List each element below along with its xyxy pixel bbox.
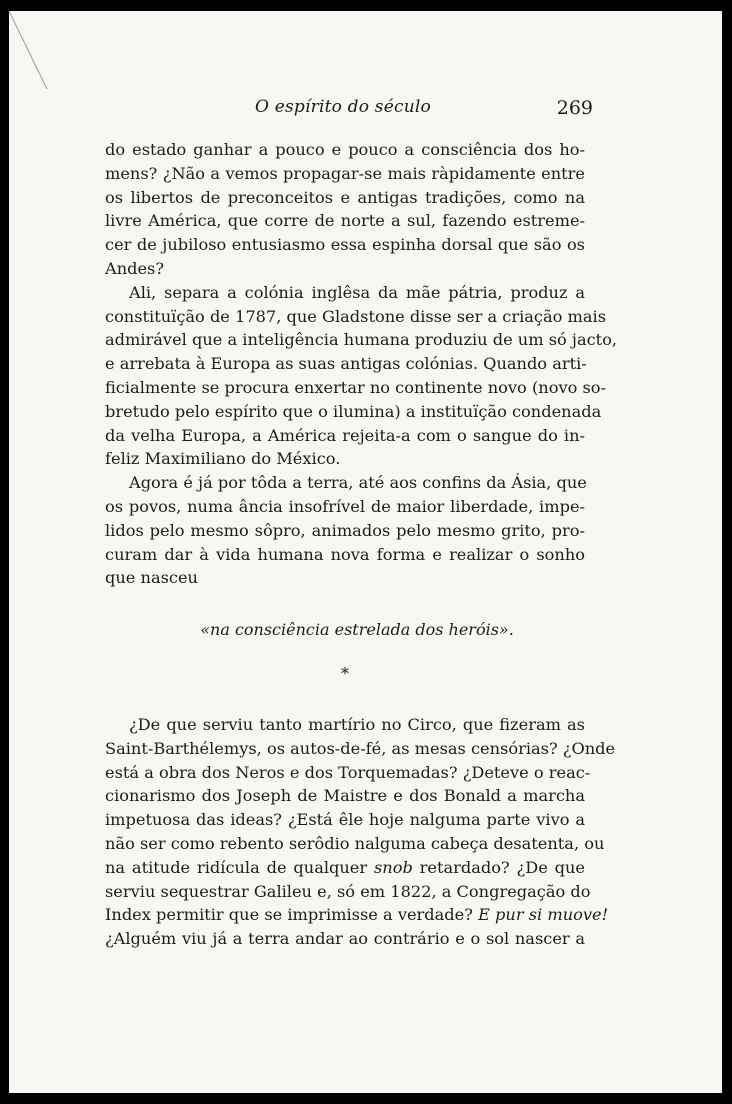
text-line: feliz Maximiliano do México. xyxy=(105,449,341,469)
text-line: serviu sequestrar Galileu e, só em 1822, a Congregação do xyxy=(105,881,591,901)
text-line: Ali, separa a colónia inglêsa da mãe pátria, produz a xyxy=(129,282,585,302)
paragraph-america xyxy=(105,281,618,471)
paragraph-continuation xyxy=(105,138,585,281)
text-line: não ser como rebento serôdio nalguma cabeça desatenta, ou xyxy=(105,833,605,853)
text-line: da velha Europa, a América rejeita-a com o sangue do in- xyxy=(105,425,585,445)
italic-term: snob xyxy=(373,857,413,877)
paragraph-asia xyxy=(105,471,585,590)
text-line: os povos, numa ância insofrível de maior liberdade, impe- xyxy=(105,496,585,516)
text-line: está a obra dos Neros e dos Torquemadas? ¿Deteve o reac- xyxy=(105,762,591,782)
text-line: que nasceu xyxy=(105,568,198,588)
running-head xyxy=(105,97,593,123)
text-line: lidos pelo mesmo sôpro, animados pelo mesmo grito, pro- xyxy=(105,520,585,540)
text-line: admirável que a inteligência humana produziu de um só jacto, xyxy=(105,330,618,350)
italic-phrase: E pur si muove! xyxy=(478,905,609,925)
running-title: O espírito do século xyxy=(255,97,431,117)
page-number: 269 xyxy=(556,97,593,119)
text-line: Saint-Barthélemys, os autos-de-fé, as mesas censórias? ¿Onde xyxy=(105,738,616,758)
text-line: os libertos de preconceitos e antigas tradições, como na xyxy=(105,187,585,207)
block-quote: «na consciência estrelada dos heróis». xyxy=(200,620,514,639)
scan-corner-mark xyxy=(9,11,69,101)
paragraph-questions xyxy=(105,713,616,951)
text-line: impetuosa das ideas? ¿Está êle hoje nalguma parte vivo a xyxy=(105,810,585,830)
text-line: Agora é já por tôda a terra, até aos confins da Ásia, que xyxy=(129,473,587,493)
text-line xyxy=(105,903,609,927)
body-text-lower xyxy=(105,713,616,951)
text-line: cer de jubiloso entusiasmo essa espinha dorsal que são os xyxy=(105,235,585,255)
text-line: cionarismo dos Joseph de Maistre e dos Bonald a marcha xyxy=(105,786,585,806)
body-text-upper xyxy=(105,138,618,590)
text-segment: retardado? ¿De que xyxy=(412,857,585,877)
text-line: ¿De que serviu tanto martírio no Circo, que fizeram as xyxy=(129,715,585,734)
text-line: constituïção de 1787, que Gladstone disse ser a criação mais xyxy=(105,306,607,326)
text-line: ¿Alguém viu já a terra andar ao contrário e o sol nascer a xyxy=(105,929,585,949)
text-line: e arrebata à Europa as suas antigas colónias. Quando arti- xyxy=(105,354,587,374)
text-segment: Index permitir que se imprimisse a verdade? xyxy=(105,905,479,925)
text-line: mens? ¿Não a vemos propagar-se mais ràpidamente entre xyxy=(105,163,585,183)
text-segment: na atitude ridícula de qualquer xyxy=(105,857,374,877)
text-line: bretudo pelo espírito que o ilumina) a instituïção condenada xyxy=(105,401,602,421)
text-line: do estado ganhar a pouco e pouco a consciência dos ho- xyxy=(105,140,585,159)
text-line: livre América, que corre de norte a sul, fazendo estreme- xyxy=(105,211,585,231)
section-separator: * xyxy=(341,664,349,683)
text-line xyxy=(105,856,585,880)
book-page xyxy=(9,11,722,1093)
text-line: curam dar à vida humana nova forma e realizar o sonho xyxy=(105,544,585,564)
text-line: ficialmente se procura enxertar no continente novo (novo so- xyxy=(105,377,606,397)
text-line: Andes? xyxy=(105,258,165,278)
